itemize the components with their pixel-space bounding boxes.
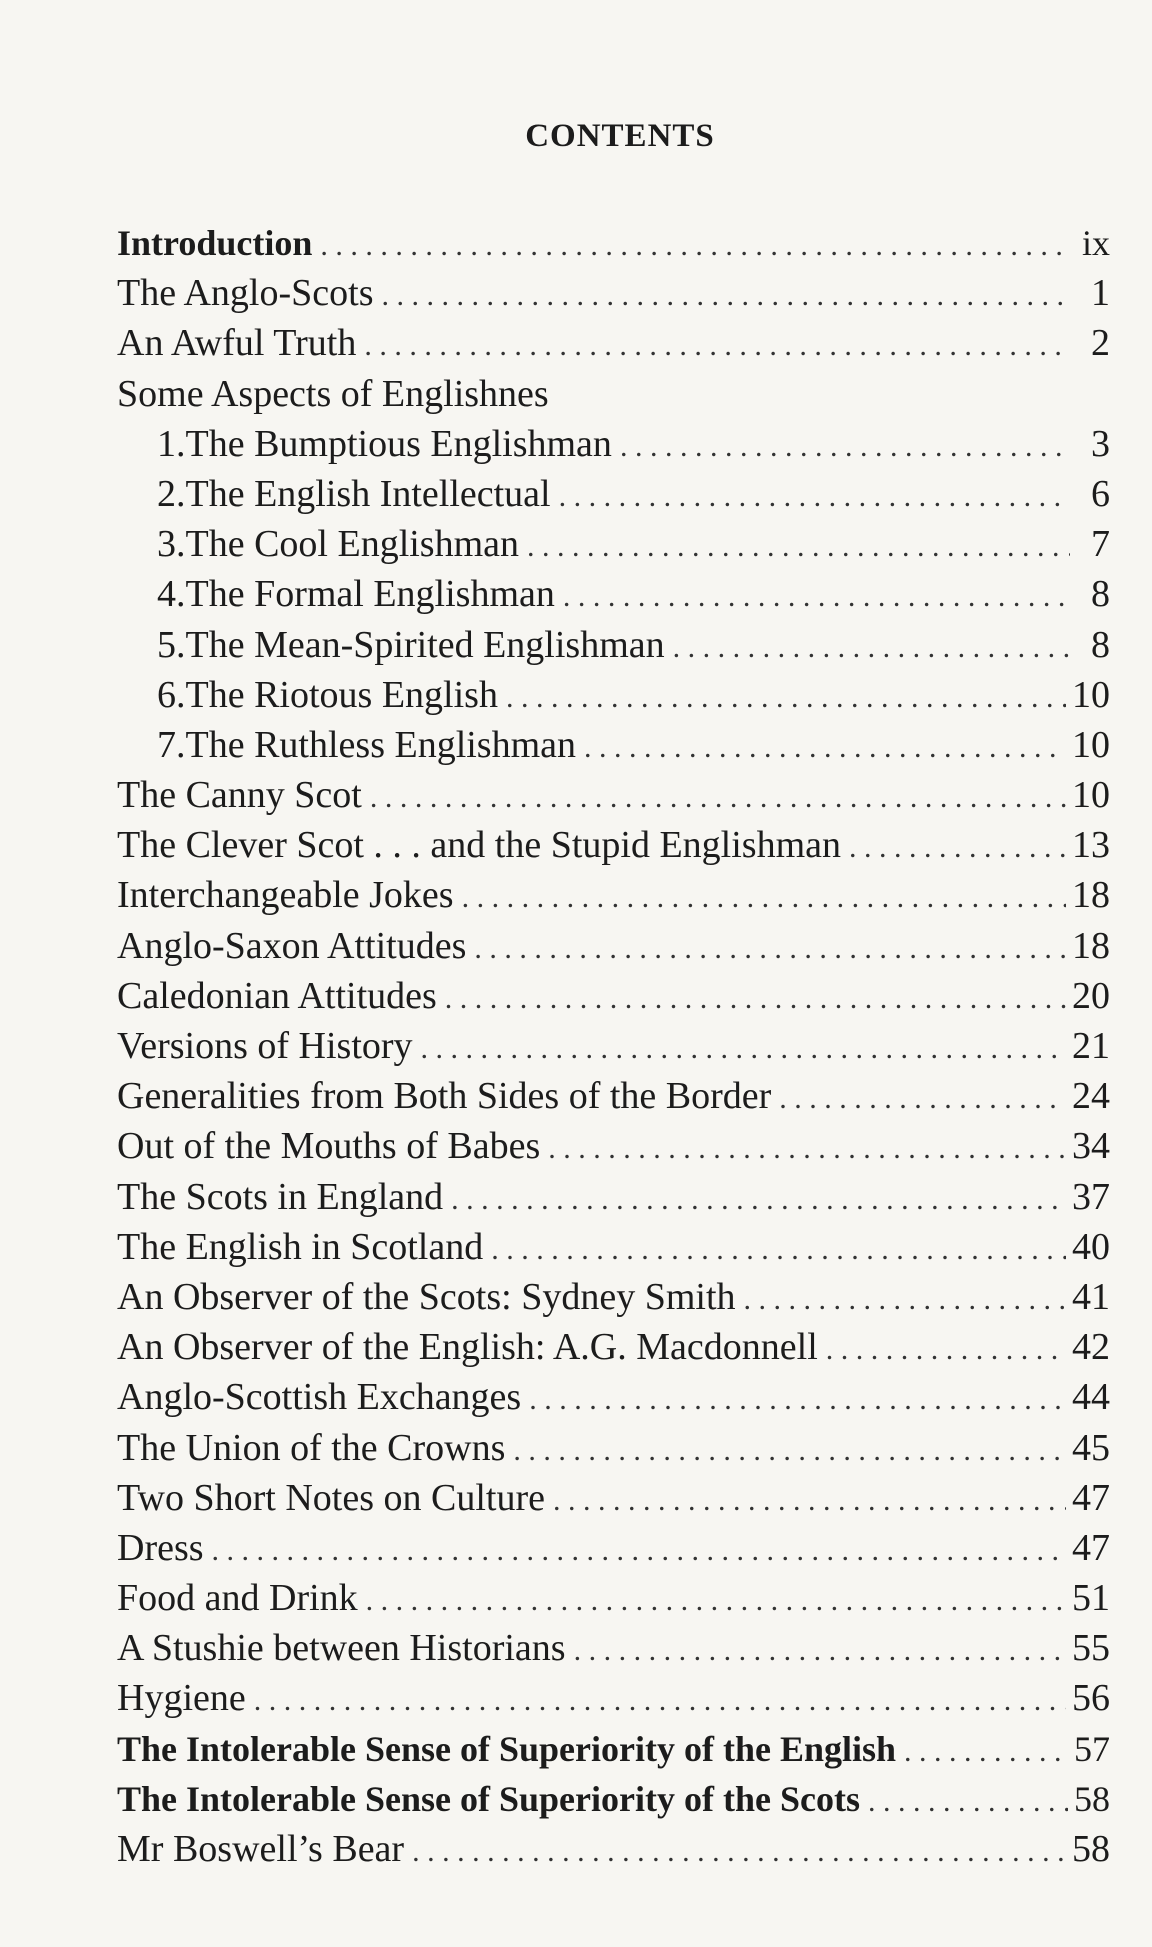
entry-page-number: 58 — [1072, 1828, 1110, 1870]
toc-entry — [117, 770, 1110, 820]
dot-leader — [559, 472, 1070, 522]
entry-page-number: 10 — [1072, 774, 1110, 817]
entry-title: The Ruthless Englishman — [185, 723, 577, 766]
dot-leader — [620, 422, 1070, 472]
toc-entry — [117, 670, 1110, 720]
entry-page-number: 10 — [1072, 723, 1110, 766]
toc-entry — [117, 1774, 1110, 1824]
toc-entry — [117, 720, 1110, 770]
entry-title: The Anglo-Scots — [117, 272, 374, 315]
entry-number: 3. — [157, 523, 186, 566]
dot-leader — [563, 572, 1070, 622]
entry-title: The Intolerable Sense of Superiority of the English — [117, 1728, 897, 1769]
dot-leader — [320, 221, 1070, 271]
toc-entry — [117, 1222, 1110, 1272]
entry-title: An Observer of the Scots: Sydney Smith — [117, 1275, 736, 1318]
entry-title: The English Intellectual — [185, 472, 551, 515]
entry-page-number: 2 — [1091, 322, 1110, 365]
entry-page-number: 51 — [1072, 1577, 1110, 1620]
entry-title: Hygiene — [117, 1677, 246, 1720]
entry-page-number: 55 — [1072, 1627, 1110, 1670]
toc-entry — [117, 1724, 1110, 1774]
toc-entry — [117, 921, 1110, 971]
entry-title: Some Aspects of Englishnes — [117, 372, 549, 415]
entry-page-number: 47 — [1072, 1476, 1110, 1519]
dot-leader — [451, 1175, 1066, 1225]
entry-page-number: 45 — [1072, 1426, 1110, 1469]
toc-entry — [117, 1423, 1110, 1473]
dot-leader — [370, 773, 1066, 823]
toc-entry — [117, 218, 1110, 268]
toc-entry — [117, 1071, 1110, 1121]
dot-leader — [513, 1426, 1066, 1476]
dot-leader — [474, 924, 1066, 974]
toc-entry — [117, 1824, 1110, 1874]
toc-entry — [117, 369, 1110, 419]
table-of-contents — [117, 218, 1110, 1874]
entry-number: 6. — [157, 673, 186, 716]
entry-page-number: 56 — [1072, 1677, 1110, 1720]
entry-title: The English in Scotland — [117, 1225, 484, 1268]
dot-leader — [868, 1777, 1068, 1827]
dot-leader — [849, 823, 1066, 873]
toc-entry — [117, 1322, 1110, 1372]
dot-leader — [491, 1225, 1066, 1275]
dot-leader — [381, 271, 1070, 321]
entry-page-number: 10 — [1072, 673, 1110, 716]
toc-entry — [117, 569, 1110, 619]
entry-title: The Union of the Crowns — [117, 1426, 506, 1469]
toc-entry — [117, 1372, 1110, 1422]
toc-entry — [117, 1473, 1110, 1523]
entry-page-number: 41 — [1072, 1275, 1110, 1318]
entry-page-number: 7 — [1091, 523, 1110, 566]
dot-leader — [779, 1074, 1066, 1124]
dot-leader — [673, 623, 1070, 673]
entry-title: Caledonian Attitudes — [117, 974, 437, 1017]
entry-page-number: 8 — [1091, 623, 1110, 666]
toc-entry — [117, 318, 1110, 368]
entry-page-number: 18 — [1072, 874, 1110, 917]
entry-title: Dress — [117, 1526, 204, 1569]
entry-title: Introduction — [117, 223, 313, 263]
entry-title: An Awful Truth — [117, 322, 357, 365]
entry-page-number: ix — [1081, 223, 1110, 263]
entry-page-number: 18 — [1072, 924, 1110, 967]
entry-page-number: 13 — [1072, 824, 1110, 867]
entry-number: 1. — [157, 422, 186, 465]
dot-leader — [421, 1024, 1066, 1074]
toc-entry — [117, 1573, 1110, 1623]
toc-entry — [117, 469, 1110, 519]
entry-title: The Intolerable Sense of Superiority of the Scots — [117, 1778, 860, 1819]
toc-entry — [117, 268, 1110, 318]
dot-leader — [366, 1576, 1066, 1626]
entry-title: Versions of History — [117, 1025, 413, 1067]
toc-entry — [117, 1523, 1110, 1573]
dot-leader — [529, 1375, 1066, 1425]
entry-page-number: 1 — [1091, 272, 1110, 315]
entry-page-number: 20 — [1072, 974, 1110, 1017]
dot-leader — [527, 522, 1070, 572]
entry-title: The Scots in England — [117, 1175, 444, 1218]
dot-leader — [462, 873, 1066, 923]
dot-leader — [412, 1827, 1066, 1877]
entry-title: A Stushie between Historians — [117, 1627, 566, 1670]
entry-title: Anglo-Scottish Exchanges — [117, 1376, 522, 1419]
toc-entry — [117, 1172, 1110, 1222]
entry-number: 7. — [157, 723, 186, 766]
dot-leader — [744, 1275, 1066, 1325]
toc-entry — [117, 419, 1110, 469]
entry-page-number: 40 — [1072, 1225, 1110, 1268]
entry-page-number: 44 — [1072, 1376, 1110, 1419]
toc-entry — [117, 1673, 1110, 1723]
toc-entry — [117, 1623, 1110, 1673]
dot-leader — [254, 1676, 1066, 1726]
toc-entry — [117, 519, 1110, 569]
toc-entry — [117, 971, 1110, 1021]
dot-leader — [904, 1727, 1068, 1777]
entry-page-number: 57 — [1074, 1728, 1110, 1769]
toc-entry — [117, 870, 1110, 920]
toc-entry — [117, 1021, 1110, 1071]
dot-leader — [584, 723, 1066, 773]
dot-leader — [445, 974, 1066, 1024]
entry-title: Interchangeable Jokes — [117, 874, 454, 917]
entry-number: 2. — [157, 472, 186, 515]
dot-leader — [553, 1476, 1066, 1526]
entry-page-number: 3 — [1091, 422, 1110, 465]
dot-leader — [548, 1124, 1066, 1174]
entry-title: Anglo-Saxon Attitudes — [117, 924, 467, 967]
entry-page-number: 47 — [1072, 1526, 1110, 1569]
contents-heading: CONTENTS — [525, 118, 715, 154]
entry-page-number: 6 — [1091, 472, 1110, 515]
toc-entry — [117, 620, 1110, 670]
entry-title: The Formal Englishman — [185, 573, 555, 616]
dot-leader — [826, 1325, 1066, 1375]
entry-title: Mr Boswell’s Bear — [117, 1828, 405, 1870]
toc-entry — [117, 1121, 1110, 1171]
entry-page-number: 24 — [1072, 1075, 1110, 1118]
entry-title: Generalities from Both Sides of the Border — [117, 1075, 772, 1118]
entry-title: An Observer of the English: A.G. Macdonnell — [117, 1326, 818, 1369]
dot-leader — [574, 1626, 1066, 1676]
entry-title: The Clever Scot . . . and the Stupid Englishman — [117, 824, 842, 867]
entry-number: 4. — [157, 573, 186, 616]
entry-title: Two Short Notes on Culture — [117, 1476, 545, 1519]
entry-page-number: 21 — [1072, 1025, 1110, 1067]
entry-number: 5. — [157, 623, 186, 666]
toc-entry — [117, 820, 1110, 870]
entry-page-number: 8 — [1091, 573, 1110, 616]
entry-title: The Bumptious Englishman — [185, 422, 612, 465]
entry-title: Food and Drink — [117, 1577, 358, 1620]
toc-entry — [117, 1272, 1110, 1322]
entry-title: Out of the Mouths of Babes — [117, 1125, 541, 1168]
dot-leader — [364, 321, 1070, 371]
entry-page-number: 34 — [1072, 1125, 1110, 1168]
entry-title: The Cool Englishman — [185, 523, 520, 566]
entry-title: The Canny Scot — [117, 774, 362, 817]
dot-leader — [212, 1526, 1066, 1576]
dot-leader — [506, 673, 1066, 723]
entry-page-number: 58 — [1074, 1778, 1110, 1819]
entry-title: The Mean-Spirited Englishman — [185, 623, 665, 666]
entry-title: The Riotous English — [185, 673, 498, 716]
entry-page-number: 37 — [1072, 1175, 1110, 1218]
entry-page-number: 42 — [1072, 1326, 1110, 1369]
